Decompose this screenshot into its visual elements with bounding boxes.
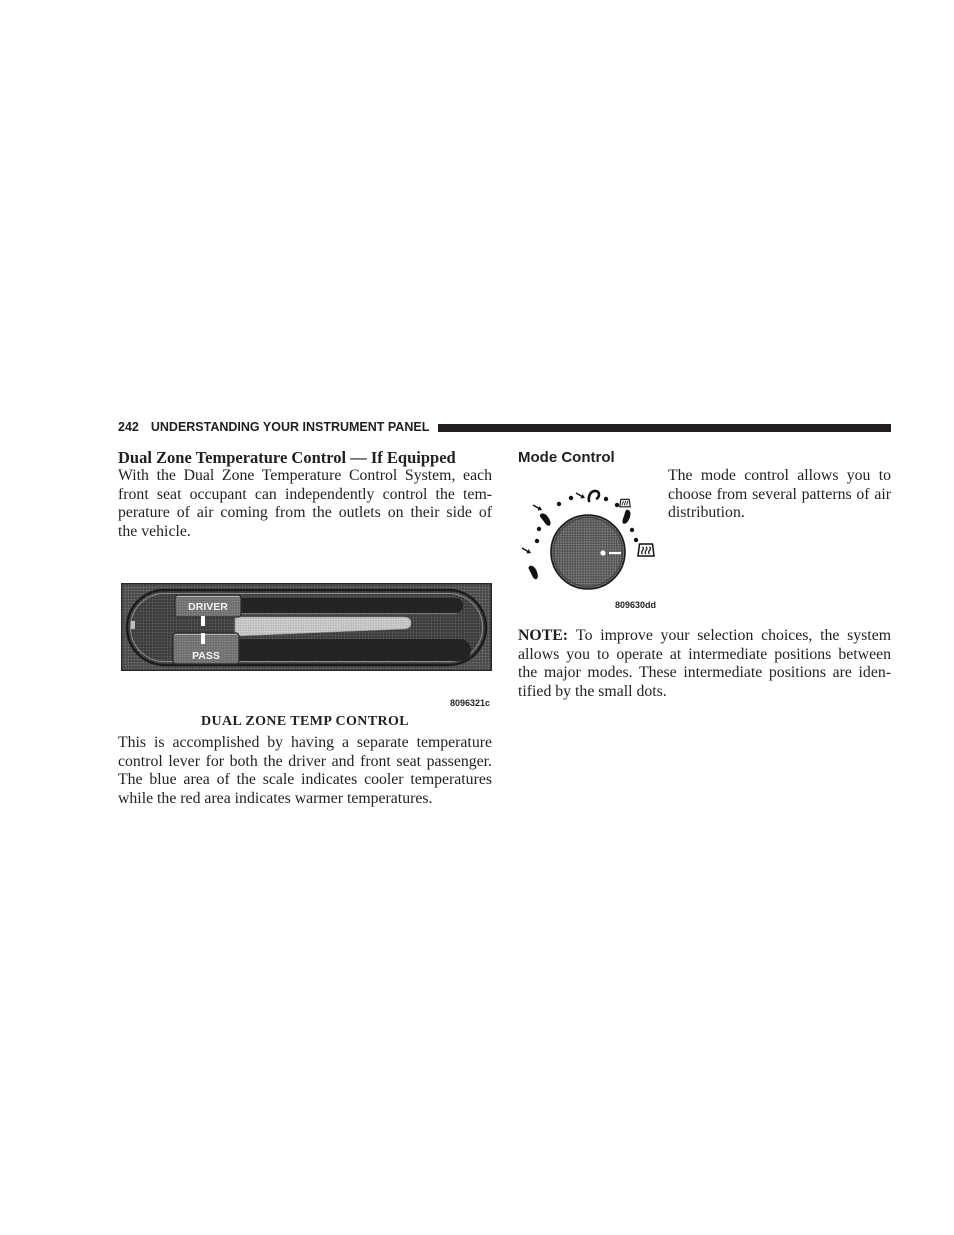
paragraph-line: while the red area indicates warmer temperatures. xyxy=(118,790,433,808)
position-dot xyxy=(535,539,539,543)
defrost-icon xyxy=(638,544,654,556)
mode-control-intro-paragraph xyxy=(668,467,891,523)
dual-zone-body-paragraph xyxy=(118,734,492,809)
paragraph-line: choose from several patterns of air xyxy=(668,485,891,503)
paragraph-line: distribution. xyxy=(668,504,745,522)
position-dot xyxy=(634,538,638,542)
driver-slider-track xyxy=(233,598,463,613)
paragraph-line: tified by the small dots. xyxy=(518,683,667,701)
figure-caption: DUAL ZONE TEMP CONTROL xyxy=(200,714,410,729)
mode-control-figure xyxy=(518,486,663,598)
dual-zone-intro-paragraph xyxy=(118,467,492,542)
pass-slider-track xyxy=(231,639,471,661)
running-header xyxy=(118,420,429,434)
position-dot xyxy=(630,528,634,532)
figure-code: 8096321c xyxy=(449,698,490,708)
floor-icon xyxy=(522,548,540,580)
pass-lever-tick xyxy=(201,633,205,644)
page-number: 242 xyxy=(118,420,139,434)
position-dot xyxy=(615,503,619,507)
pass-temp-lever xyxy=(173,633,239,664)
figure-code: 809630dd xyxy=(615,600,657,610)
panel-icon xyxy=(576,491,599,501)
note-text: To improve your selection choices, the system xyxy=(576,627,891,644)
paragraph-line: perature of air coming from the outlets on their side of xyxy=(118,504,492,522)
bilevel-icon xyxy=(533,505,553,527)
paragraph-line: The blue area of the scale indicates cooler temperatures xyxy=(118,771,492,789)
pass-button-label: PASS xyxy=(192,650,220,662)
paragraph-line xyxy=(518,627,891,646)
header-rule xyxy=(438,424,891,432)
driver-button-label: DRIVER xyxy=(188,601,228,613)
position-dot xyxy=(604,497,608,501)
mode-control-heading: Mode Control xyxy=(518,449,615,466)
knob-indicator-dot xyxy=(600,550,605,555)
paragraph-line: With the Dual Zone Temperature Control System, each xyxy=(118,467,492,484)
paragraph-line: This is accomplished by having a separate temperature xyxy=(118,734,492,751)
position-dot xyxy=(537,527,541,531)
paragraph-line: allows you to operate at intermediate positions between xyxy=(518,645,891,663)
paragraph-line: control lever for both the driver and front seat passenger. xyxy=(118,752,492,770)
note-label: NOTE: xyxy=(518,627,569,644)
dual-zone-heading: Dual Zone Temperature Control — If Equipped xyxy=(118,448,456,467)
driver-lever-tick xyxy=(201,616,205,626)
position-dot xyxy=(557,502,561,506)
mode-control-note xyxy=(518,627,891,702)
section-title: UNDERSTANDING YOUR INSTRUMENT PANEL xyxy=(150,420,430,434)
paragraph-line: the vehicle. xyxy=(118,523,191,541)
paragraph-line: front seat occupant can independently control the tem- xyxy=(118,485,492,503)
paragraph-line: The mode control allows you to xyxy=(668,467,891,484)
bezel-notch xyxy=(131,621,135,629)
position-dot xyxy=(569,496,573,500)
mix-icon xyxy=(620,499,632,525)
mode-knob xyxy=(551,515,625,589)
paragraph-line: the major modes. These intermediate positions are iden- xyxy=(518,664,891,682)
dual-zone-temp-control-figure xyxy=(121,583,492,671)
